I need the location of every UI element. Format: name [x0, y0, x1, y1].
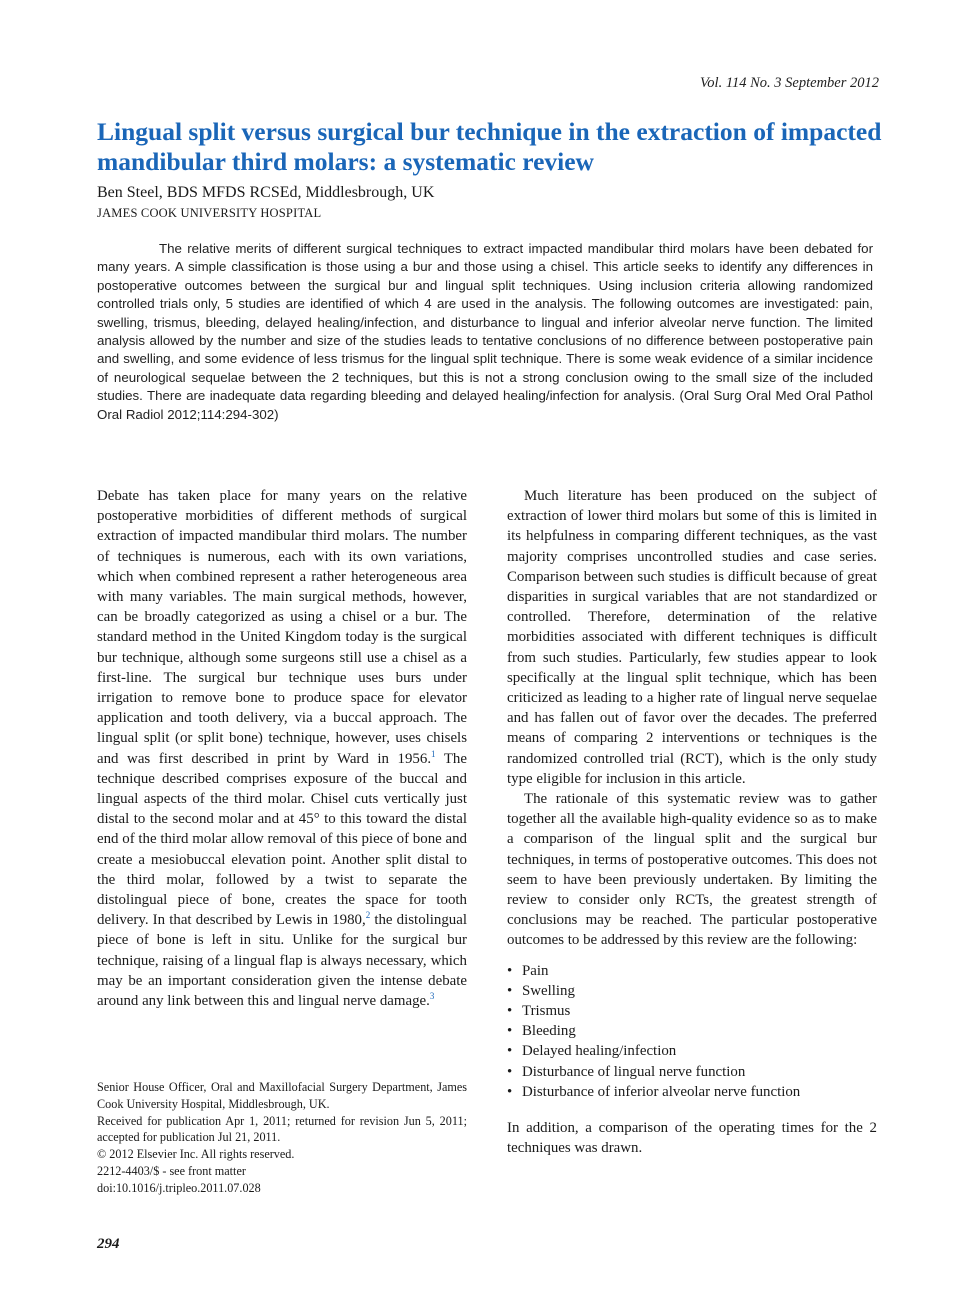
- bullet-icon: •: [507, 1063, 513, 1080]
- list-item: [507, 1062, 877, 1082]
- list-item: [507, 1041, 877, 1061]
- outcome-label: Trismus: [522, 1003, 571, 1020]
- bullet-icon: •: [507, 1023, 513, 1040]
- page-number: 294: [97, 1236, 120, 1252]
- left-column: [97, 486, 467, 1011]
- list-item: [507, 1082, 877, 1102]
- outcome-label: Disturbance of inferior alveolar nerve function: [522, 1083, 801, 1100]
- journal-reference: Vol. 114 No. 3 September 2012: [700, 75, 879, 91]
- operating-time-paragraph: In addition, a comparison of the operating times for the 2 techniques was drawn.: [507, 1120, 877, 1157]
- outcomes-list: [507, 961, 877, 1102]
- rationale-paragraph: The rationale of this systematic review was to gather together all the available high-quality evidence so as to make a comparison of the lingual split and the surgical bur techniques, in terms of postoperative outcomes. This does not seem to have been previously undertaken. By limiting the review to consider only RCTs, the greatest strength of conclusions may be reached. The particular postoperative outcomes to be addressed by this review are the following:: [507, 791, 877, 949]
- intro-text-a: Debate has taken place for many years on the relative postoperative morbidities of different methods of surgical extraction of impacted mandibular third molars. The number of techniques is numerous, each with its own variations, which when combined represent a rather heterogeneous area with many variables. The main surgical methods, however, can be broadly categorized as using a chisel or a bur. The standard method in the United Kingdom today is the surgical bur technique, although some surgeons still use a chisel as a first-line. The surgical bur technique uses burs under irrigation to remove bone to produce space for elevator application and tooth delivery, via a buccal approach. The lingual split (or split bone) technique, however, uses chisels and was first described in print by Ward in 1956.: [97, 488, 467, 767]
- right-column: [507, 486, 877, 1159]
- intro-paragraph: [97, 486, 467, 1011]
- citation-1-link[interactable]: 1: [431, 748, 436, 759]
- author-line: Ben Steel, BDS MFDS RCSEd, Middlesbrough, UK: [97, 184, 435, 201]
- citation-2-link[interactable]: 2: [365, 910, 371, 921]
- list-item: [507, 1001, 877, 1021]
- bullet-icon: •: [507, 1043, 513, 1060]
- publication-history: Received for publication Apr 1, 2011; returned for revision Jun 5, 2011; accepted for publication Jul 21, 2011.: [97, 1113, 467, 1145]
- abstract: The relative merits of different surgical techniques to extract impacted mandibular third molars have been debated for many years. A simple classification is those using a bur and those using a chisel. This article seeks to identify any differences in postoperative outcomes between the surgical bur and lingual split techniques. Using inclusion criteria allowing randomized controlled trials only, 5 studies are identified of which 4 are used in the analysis. The following outcomes are investigated: pain, swelling, trismus, bleeding, delayed healing/infection, and disturbance to lingual and inferior alveolar nerve function. The limited analysis allowed by the number and size of the studies leads to tentative conclusions of no difference between postoperative pain and swelling, and some evidence of less trismus for the lingual split technique. There is some weak evidence of a similar incidence of neurological sequelae between the 2 techniques, but this is not a strong conclusion owing to the small size of the included studies. There are inadequate data regarding bleeding and delayed healing/infection for analysis. (Oral Surg Oral Med Oral Pathol Oral Radiol 2012;114:294-302): [97, 241, 873, 422]
- article-title: Lingual split versus surgical bur technique in the extraction of impacted mandibular third molars: a systematic review: [97, 117, 882, 176]
- affiliation: JAMES COOK UNIVERSITY HOSPITAL: [97, 206, 322, 220]
- outcome-label: Disturbance of lingual nerve function: [522, 1063, 746, 1080]
- list-item: [507, 1021, 877, 1041]
- outcome-label: Delayed healing/infection: [522, 1043, 677, 1060]
- outcome-label: Pain: [522, 962, 549, 979]
- intro-text-b: The technique described comprises exposure of the buccal and lingual aspects of the third molar. Chisel cuts vertically just distal to the second molar and at 45° to this toward the distal end of the third molar allow removal of this piece of bone and create a mesiobuccal elevation point. Another split distal to the third molar, followed by a twist to separate the distolingual piece of bone, creates the space for tooth delivery. In that described by Lewis in 1980,: [97, 750, 467, 929]
- intro-text-c: the distolingual piece of bone is left in situ. Unlike for the surgical bur technique, raising of a lingual flap is always necessary, which may be an important consideration given the intense debate around any link between this and lingual nerve damage.: [97, 912, 467, 1010]
- citation-3-link[interactable]: 3: [429, 991, 435, 1002]
- bullet-icon: •: [507, 1083, 513, 1100]
- issn-line: 2212-4403/$ - see front matter: [97, 1163, 246, 1178]
- bullet-icon: •: [507, 982, 513, 999]
- bullet-icon: •: [507, 962, 513, 979]
- bullet-icon: •: [507, 1003, 513, 1020]
- author-position: Senior House Officer, Oral and Maxillofacial Surgery Department, James Cook University Hospital, Middlesbrough, UK.: [97, 1080, 467, 1111]
- outcome-label: Bleeding: [522, 1023, 576, 1040]
- literature-paragraph: Much literature has been produced on the subject of extraction of lower third molars but some of this is limited in its helpfulness in comparing different techniques, as the vast majority comprises uncontrolled studies and case series. Comparison between such studies is difficult because of great disparities in surgical variables that are not standardized or controlled. Therefore, determination of the relative morbidities associated with different techniques is difficult from such studies. Particularly, few studies appear to look specifically at the lingual split technique, which has been criticized as leading to a higher rate of lingual nerve sequelae and has fallen out of favor over the decades. The preferred means of comparing 2 interventions or techniques is the randomized controlled trial (RCT), which is the only study type eligible for inclusion in this article.: [507, 488, 877, 787]
- outcome-label: Swelling: [522, 982, 575, 999]
- list-item: [507, 981, 877, 1001]
- copyright-notice: © 2012 Elsevier Inc. All rights reserved.: [97, 1147, 295, 1162]
- list-item: [507, 961, 877, 981]
- doi-link[interactable]: doi:10.1016/j.tripleo.2011.07.028: [97, 1180, 261, 1195]
- article-footnote: [97, 1079, 467, 1197]
